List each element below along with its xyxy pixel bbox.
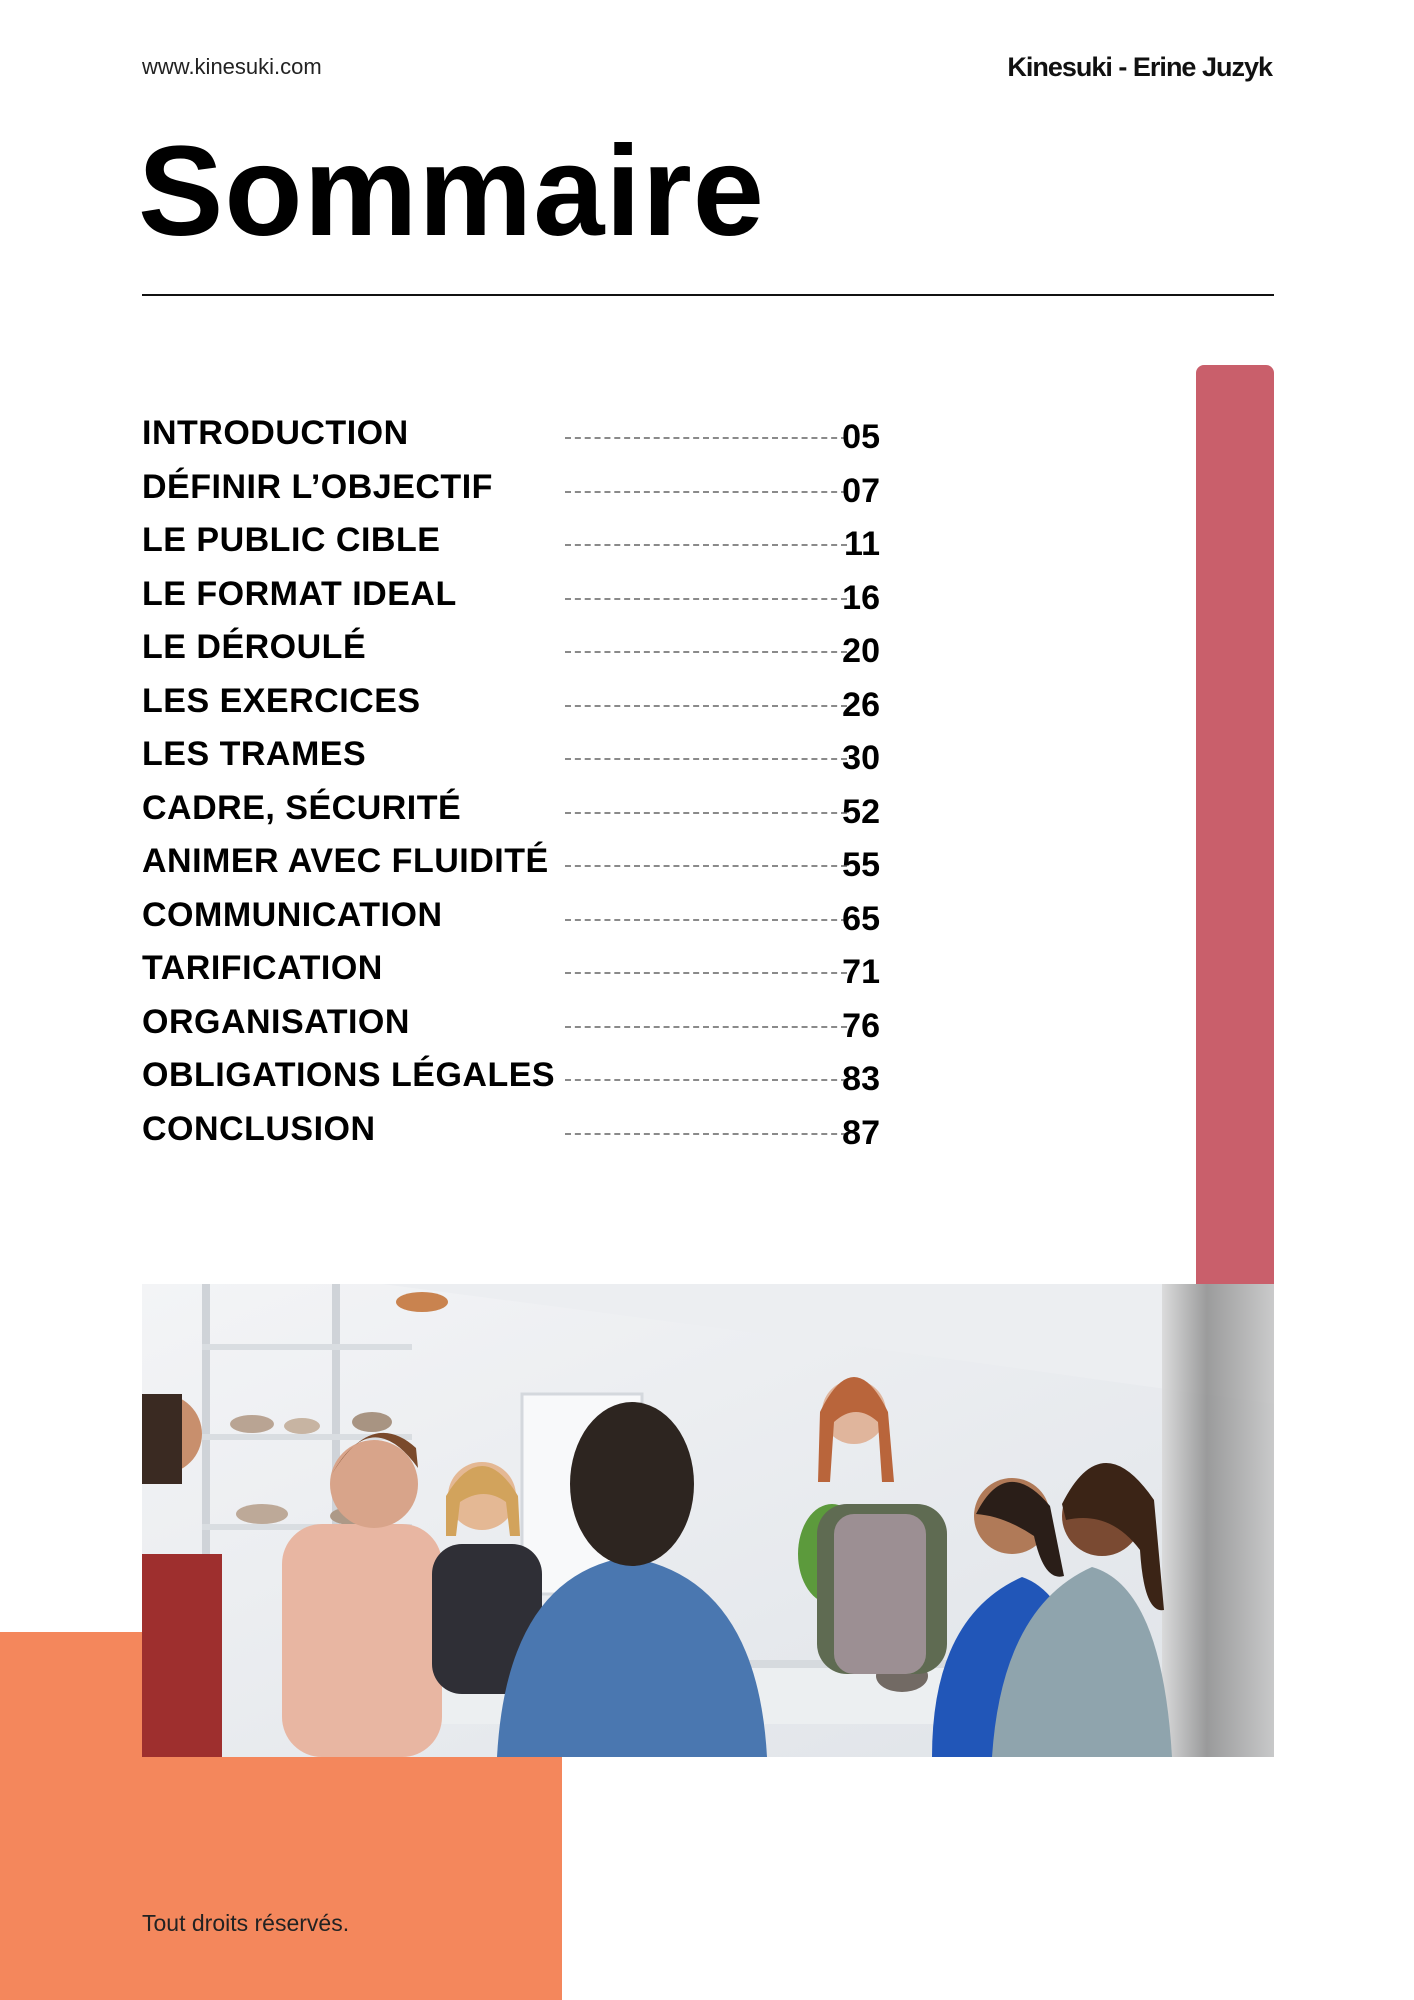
toc-item[interactable]: [142, 468, 1002, 522]
toc-leader: [565, 972, 847, 974]
toc-label: INTRODUCTION: [142, 414, 409, 452]
toc-page-number: 76: [842, 1006, 880, 1045]
toc-label: LE DÉROULÉ: [142, 628, 367, 666]
toc-leader: [565, 1026, 847, 1028]
toc-page-number: 26: [842, 685, 880, 724]
toc-leader: [565, 491, 847, 493]
author-name: Kinesuki - Erine Juzyk: [1007, 52, 1272, 82]
site-url[interactable]: www.kinesuki.com: [142, 54, 322, 79]
toc-leader: [565, 865, 847, 867]
toc-page-number: 71: [842, 953, 880, 991]
toc-page-number: 20: [842, 632, 880, 670]
toc-item[interactable]: [142, 414, 1002, 468]
footer-rights: Tout droits réservés.: [142, 1910, 350, 1936]
toc-page-number: 11: [844, 525, 880, 563]
toc-label: DÉFINIR L’OBJECTIF: [142, 467, 493, 506]
toc-label: CONCLUSION: [142, 1109, 376, 1148]
toc-item[interactable]: [142, 682, 1002, 736]
toc-leader: [565, 705, 847, 707]
toc-leader: [565, 812, 847, 814]
toc-label: LE PUBLIC CIBLE: [142, 521, 441, 559]
workshop-photo: [142, 1284, 1274, 1757]
toc-leader: [565, 1079, 847, 1081]
toc-leader: [565, 758, 847, 760]
toc-label: CADRE, SÉCURITÉ: [142, 788, 462, 827]
title-divider: [142, 294, 1274, 296]
toc-label: ORGANISATION: [142, 1002, 410, 1041]
toc-item[interactable]: [142, 842, 1002, 896]
toc-page-number: 16: [842, 578, 880, 617]
toc-item[interactable]: [142, 1110, 1002, 1164]
toc-page-number: 55: [842, 846, 880, 884]
toc-item[interactable]: [142, 1003, 1002, 1057]
table-of-contents: [142, 414, 1002, 1163]
toc-leader: [565, 919, 847, 921]
toc-page-number: 52: [842, 792, 880, 831]
toc-page-number: 87: [842, 1113, 880, 1152]
toc-label: TARIFICATION: [142, 949, 383, 987]
toc-leader: [565, 598, 847, 600]
toc-page-number: 83: [842, 1060, 880, 1098]
toc-label: LE FORMAT IDEAL: [142, 574, 457, 613]
toc-item[interactable]: [142, 896, 1002, 950]
toc-leader: [565, 1133, 847, 1135]
toc-page-number: 05: [842, 418, 880, 456]
toc-item[interactable]: [142, 789, 1002, 843]
toc-page-number: 65: [842, 899, 880, 938]
toc-leader: [565, 437, 847, 439]
toc-item[interactable]: [142, 735, 1002, 789]
toc-label: OBLIGATIONS LÉGALES: [142, 1056, 556, 1094]
toc-page-number: 07: [842, 471, 880, 510]
toc-item[interactable]: [142, 1056, 1002, 1110]
toc-leader: [565, 651, 847, 653]
toc-label: COMMUNICATION: [142, 895, 443, 934]
toc-item[interactable]: [142, 628, 1002, 682]
toc-label: LES EXERCICES: [142, 681, 421, 720]
toc-item[interactable]: [142, 575, 1002, 629]
toc-item[interactable]: [142, 521, 1002, 575]
toc-page-number: 30: [842, 739, 880, 777]
toc-label: ANIMER AVEC FLUIDITÉ: [142, 842, 549, 880]
toc-leader: [565, 544, 847, 546]
decorative-red-bar: [1196, 365, 1274, 1285]
toc-label: LES TRAMES: [142, 735, 367, 773]
toc-item[interactable]: [142, 949, 1002, 1003]
page-title: Sommaire: [138, 120, 765, 263]
